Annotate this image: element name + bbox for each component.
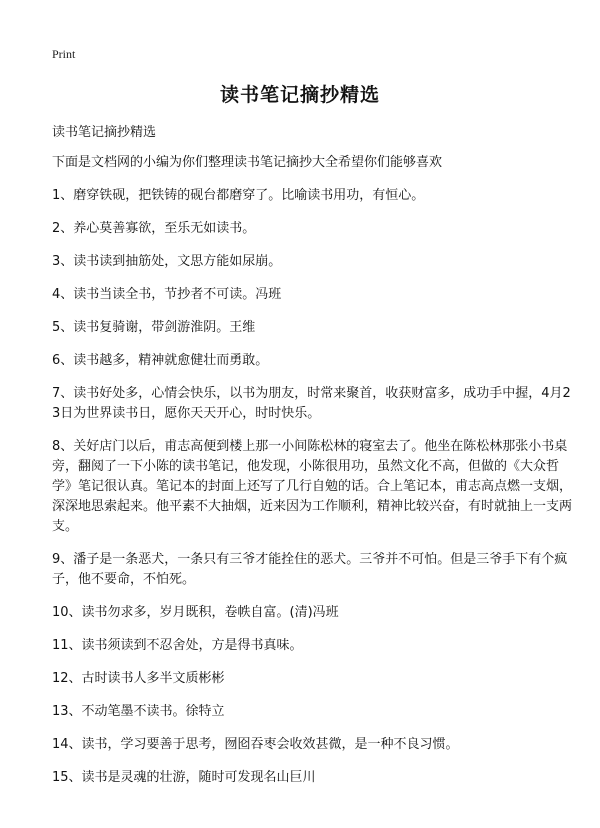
document-body: [52, 123, 572, 801]
list-item: 1、磨穿铁砚，把铁铸的砚台都磨穿了。比喻读书用功，有恒心。: [52, 188, 425, 203]
list-item: 8、关好店门以后，甫志高便到楼上那一小间陈松林的寝室去了。他坐在陈松林那张小书桌旁，翻阅了一下小陈的读书笔记，他发现，小陈很用功，虽然文化不高，但做的《大众哲学》笔记很认真。笔记本的封面上还写了几行自勉的话。合上笔记本，甫志高点燃一支烟，深深地思索起来。他平素不大抽烟，近来因为工作顺利，精神比较兴奋，有时就抽上一支两支。: [52, 439, 573, 534]
list-item: 5、读书复骑谢，带剑游淮阴。王维: [52, 320, 256, 335]
list-item: 10、读书勿求多，岁月既积，卷帙自富。(清)冯班: [52, 605, 339, 620]
list-item: 12、古时读书人多半文质彬彬: [52, 671, 225, 686]
list-item: 3、读书读到抽筋处，文思方能如尿崩。: [52, 254, 282, 269]
list-item: 14、读书，学习要善于思考，囫囵吞枣会收效甚微，是一种不良习惯。: [52, 737, 459, 752]
list-item: 7、读书好处多，心情会快乐，以书为朋友，时常来聚首，收获财富多，成功手中握，4月23日为世界读书日，愿你天天开心，时时快乐。: [52, 386, 571, 421]
list-item: 11、读书须读到不忍舍处，方是得书真味。: [52, 638, 303, 653]
list-item: 2、养心莫善寡欲，至乐无如读书。: [52, 221, 256, 236]
list-item: 15、读书是灵魂的壮游，随时可发现名山巨川: [52, 770, 316, 785]
document-subtitle: 读书笔记摘抄精选: [52, 125, 157, 140]
list-item: 9、潘子是一条恶犬，一条只有三爷才能拴住的恶犬。三爷并不可怕。但是三爷手下有个疯子，他不要命，不怕死。: [52, 552, 568, 587]
list-item: 13、不动笔墨不读书。徐特立: [52, 704, 225, 719]
intro-paragraph: 下面是文档网的小编为你们整理读书笔记摘抄大全希望你们能够喜欢: [52, 155, 443, 170]
list-item: 6、读书越多，精神就愈健壮而勇敢。: [52, 353, 269, 368]
document-title: 读书笔记摘抄精选: [219, 84, 380, 106]
list-item: 4、读书当读全书，节抄者不可读。冯班: [52, 287, 282, 302]
print-label: Print: [52, 47, 76, 61]
